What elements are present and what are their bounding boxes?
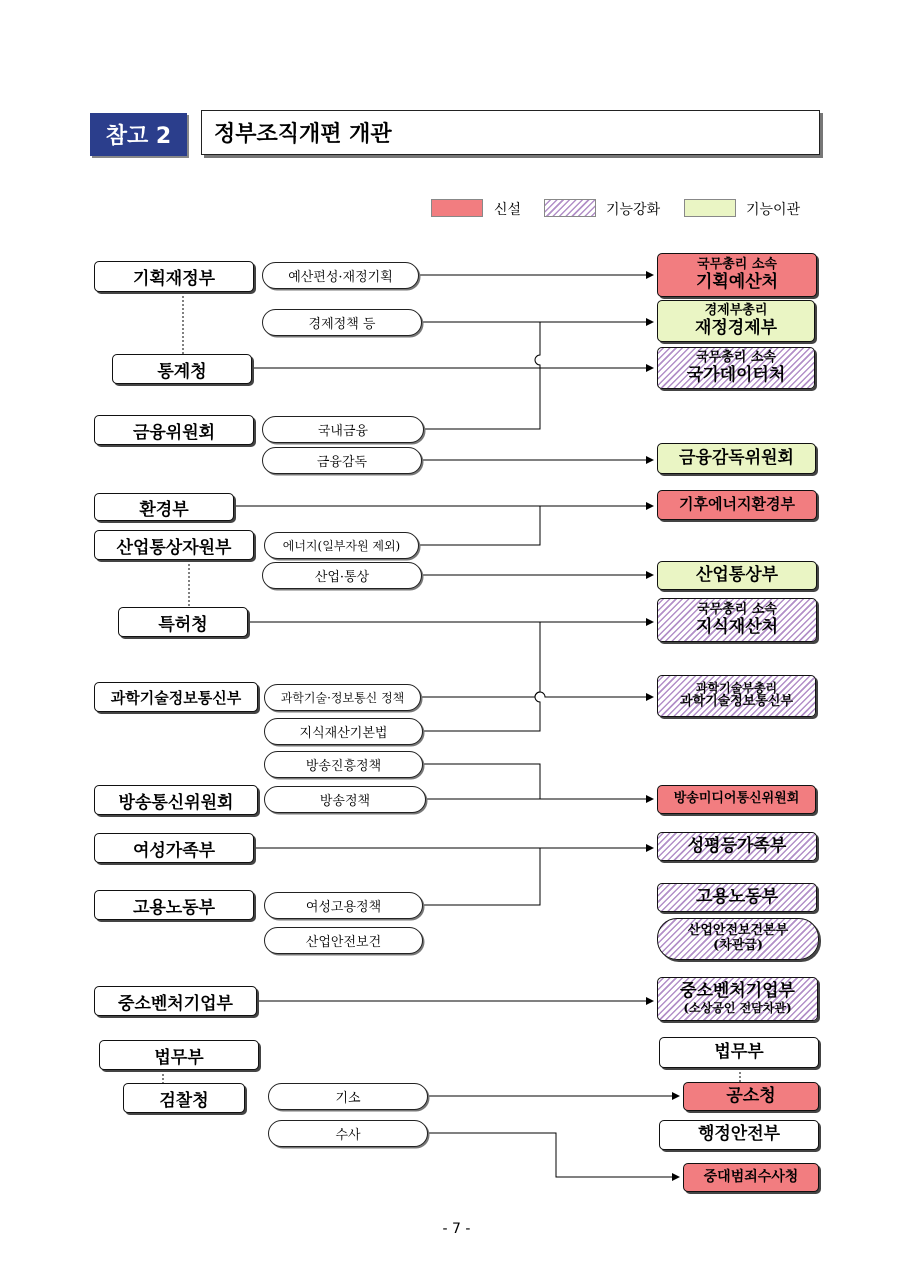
result-safety-hq-sub: (차관급)	[713, 938, 763, 953]
result-fsc-new: 금융감독위원회	[657, 443, 816, 474]
result-ip-office-sub: 국무총리 소속	[697, 601, 777, 617]
result-media-comm: 방송미디어통신위원회	[657, 785, 816, 814]
reference-tag: 참고 2	[90, 113, 187, 156]
org-env: 환경부	[94, 493, 234, 521]
org-fsc: 금융위원회	[94, 415, 254, 445]
result-msit-new-sub: 과학기술부총리	[695, 680, 778, 695]
result-budget-office-name: 기획예산처	[695, 271, 779, 292]
result-mofe	[657, 300, 815, 342]
org-kipo: 특허청	[118, 607, 248, 637]
org-motie: 산업통상자원부	[94, 530, 254, 560]
result-data-office-name: 국가데이터처	[686, 364, 786, 385]
result-msit-new	[657, 675, 816, 717]
org-mogef: 여성가족부	[94, 833, 254, 863]
org-mss: 중소벤처기업부	[94, 986, 257, 1016]
result-motie-new: 산업통상부	[657, 561, 817, 590]
fn-fin-supervision: 금융감독	[262, 447, 422, 474]
result-mss-new-name: 중소벤처기업부	[680, 981, 795, 1002]
legend-strengthen-label: 기능강화	[606, 202, 661, 218]
result-mofe-sub: 경제부총리	[704, 302, 768, 318]
org-statistics: 통계청	[112, 354, 252, 384]
result-msit-new-name: 과학기술정보통신부	[679, 694, 794, 710]
org-mosf: 기획재정부	[94, 261, 254, 292]
result-labor: 고용노동부	[657, 883, 817, 912]
result-climate: 기후에너지환경부	[657, 490, 817, 520]
result-budget-office-sub: 국무총리 소속	[697, 256, 777, 272]
fn-women-employment: 여성고용정책	[264, 892, 423, 919]
fn-econ-policy: 경제정책 등	[262, 309, 422, 336]
result-budget-office	[657, 253, 817, 297]
fn-industry-trade: 산업·통상	[262, 562, 422, 589]
page-number: - 7 -	[442, 1221, 471, 1237]
legend-new-label: 신설	[494, 202, 522, 218]
result-safety-hq-name: 산업안전보건본부	[687, 923, 789, 939]
fn-ip-framework: 지식재산기본법	[264, 718, 423, 745]
result-ip-office-name: 지식재산처	[695, 616, 779, 637]
result-gender-family: 성평등가족부	[657, 832, 817, 861]
org-kcc: 방송통신위원회	[94, 785, 258, 815]
result-serious-crimes: 중대범죄수사청	[683, 1163, 819, 1192]
fn-budget: 예산편성·재정기획	[262, 262, 419, 289]
page-title-text: 정부조직개편 개관	[214, 122, 392, 147]
result-ip-office	[657, 598, 817, 642]
fn-indictment: 기소	[268, 1083, 428, 1110]
org-prosecution: 검찰청	[123, 1083, 245, 1113]
result-mofe-name: 재정경제부	[694, 317, 778, 338]
fn-broadcast-promo: 방송진흥정책	[264, 751, 423, 778]
fn-energy: 에너지(일부자원 제외)	[264, 532, 419, 559]
fn-sci-ict-policy: 과학기술·정보통신 정책	[264, 684, 421, 711]
result-mss-new-sub: (소상공인 전담차관)	[683, 1000, 792, 1015]
result-moj-new: 법무부	[659, 1037, 819, 1068]
legend-transfer-label: 기능이관	[746, 202, 801, 218]
org-moj: 법무부	[99, 1040, 259, 1070]
fn-broadcast-policy: 방송정책	[264, 786, 426, 813]
result-mss-new	[657, 977, 818, 1021]
org-moel: 고용노동부	[94, 890, 254, 920]
result-safety-hq	[657, 918, 819, 960]
fn-domestic-finance: 국내금융	[262, 416, 424, 443]
result-indictment-office: 공소청	[683, 1082, 819, 1111]
org-msit: 과학기술정보통신부	[94, 682, 258, 712]
result-data-office	[657, 347, 815, 389]
result-data-office-sub: 국무총리 소속	[696, 349, 776, 365]
result-mois: 행정안전부	[659, 1120, 819, 1150]
fn-investigation: 수사	[268, 1120, 428, 1147]
fn-industrial-safety: 산업안전보건	[264, 927, 423, 954]
